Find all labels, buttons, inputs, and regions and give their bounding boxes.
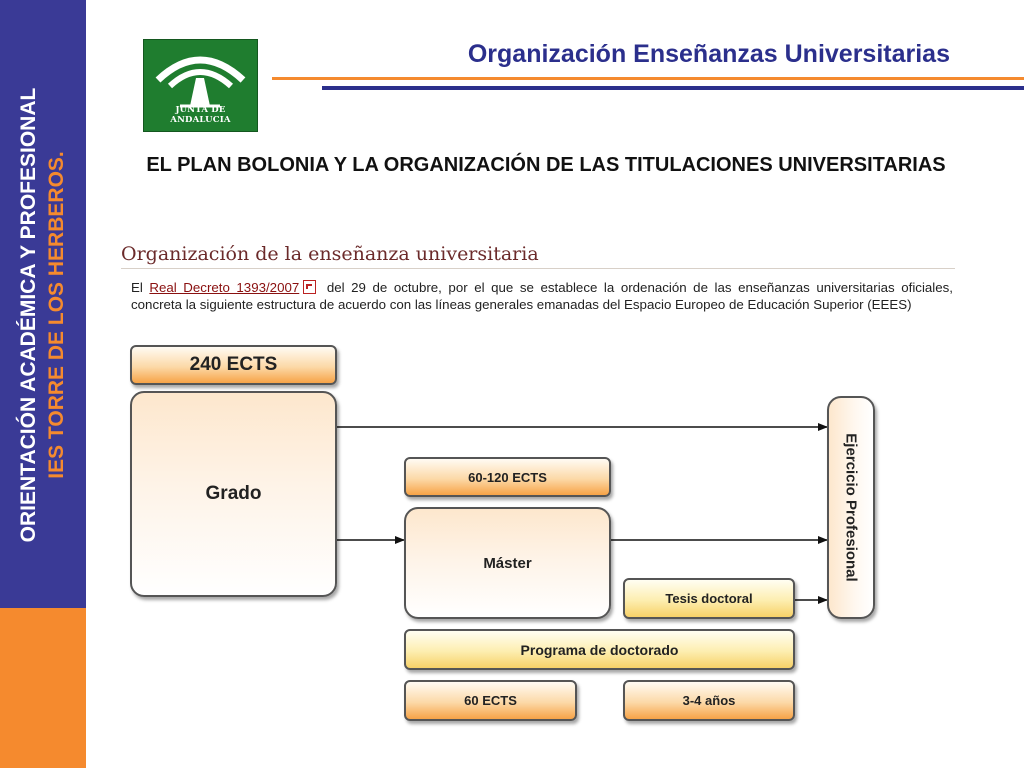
programa-doctorado-box: Programa de doctorado bbox=[404, 629, 795, 670]
sidebar-line-1: ORIENTACIÓN ACADÉMICA Y PROFESIONAL bbox=[17, 87, 40, 543]
master-ects-box: 60-120 ECTS bbox=[404, 457, 611, 497]
doctorado-duration-box: 3-4 años bbox=[623, 680, 795, 721]
master-box: Máster bbox=[404, 507, 611, 619]
intro-text-after: del 29 de octubre, por el que se establece la ordenación de las enseñanzas universitarias oficiales, concreta la siguiente estructura de acuerdo con las líneas generales emanadas del Espacio Europeo de Educación Superior (EEES) bbox=[131, 280, 953, 312]
ejercicio-profesional-box bbox=[827, 396, 875, 619]
intro-text-before: El bbox=[131, 280, 143, 295]
main-heading: EL PLAN BOLONIA Y LA ORGANIZACIÓN DE LAS TITULACIONES UNIVERSITARIAS bbox=[146, 154, 946, 176]
tesis-doctoral-box: Tesis doctoral bbox=[623, 578, 795, 619]
doctorado-ects-box: 60 ECTS bbox=[404, 680, 577, 721]
grado-box: Grado bbox=[130, 391, 337, 597]
section-title: Organización de la enseñanza universitaria bbox=[121, 243, 539, 265]
logo-text: JUNTA DE ANDALUCIA bbox=[170, 105, 231, 125]
grado-ects-box: 240 ECTS bbox=[130, 345, 337, 385]
real-decreto-link[interactable]: Real Decreto 1393/2007 bbox=[149, 280, 300, 295]
ejercicio-profesional-label: Ejercicio Profesional bbox=[842, 433, 860, 582]
sidebar-line-2: IES TORRE DE LOS HERBEROS. bbox=[45, 151, 68, 479]
slide-title: Organización Enseñanzas Universitarias bbox=[467, 40, 950, 68]
